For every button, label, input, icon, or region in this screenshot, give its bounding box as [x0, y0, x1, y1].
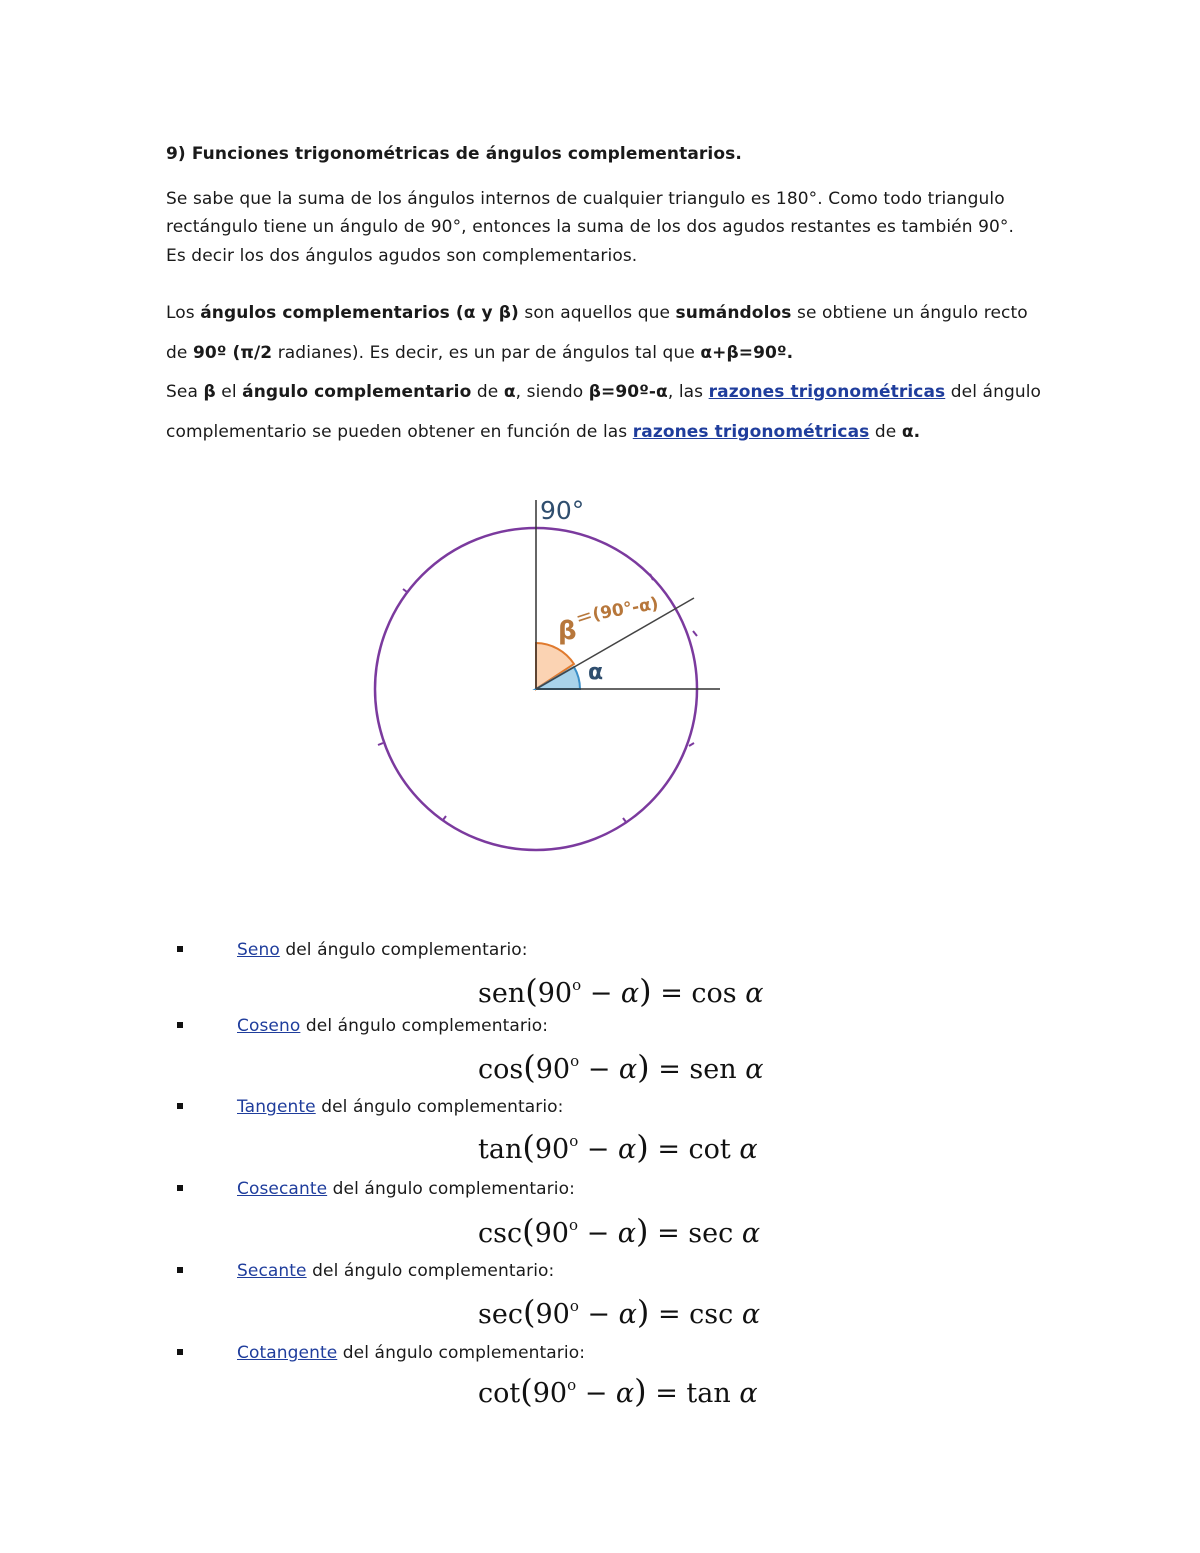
formula-alpha: α	[618, 1054, 638, 1085]
formula-minus: −	[577, 1218, 618, 1249]
list-item-label	[237, 1342, 585, 1364]
label-90-degrees: 90°	[540, 496, 585, 525]
text-span: del ángulo complementario:	[300, 1016, 549, 1036]
formula-fn: sen	[478, 978, 526, 1009]
text-span: , siendo	[515, 382, 589, 402]
formula-result-fn: cot	[688, 1134, 731, 1165]
paragraph-2-line-1	[166, 302, 1028, 324]
formula-fn: csc	[478, 1218, 523, 1249]
formula-ninety: 90	[535, 1054, 571, 1085]
formula-close: )	[637, 1048, 650, 1086]
formula-open: (	[522, 1212, 535, 1250]
tick-mark	[378, 743, 383, 745]
formula-cosecante	[478, 1208, 760, 1251]
formula-minus: −	[578, 1134, 619, 1165]
text-span: del ángulo complementario:	[327, 1179, 575, 1199]
list-bullet	[177, 1349, 183, 1355]
formula-coseno	[478, 1044, 763, 1087]
formula-fn: cos	[478, 1054, 524, 1085]
link-seno[interactable]: Seno	[237, 940, 280, 960]
list-bullet	[177, 1022, 183, 1028]
formula-open: (	[522, 1128, 535, 1166]
paragraph-2-line-2	[166, 342, 793, 364]
text-span: de	[166, 343, 193, 363]
formula-open: (	[523, 1048, 536, 1086]
formula-ninety: 90	[535, 1299, 570, 1330]
formula-fn: cot	[478, 1378, 521, 1409]
formula-alpha: α	[745, 978, 764, 1009]
text-span: del ángulo complementario:	[306, 1261, 555, 1281]
link-cosecante[interactable]: Cosecante	[237, 1179, 328, 1199]
text-span: complementario se pueden obtener en función de las	[166, 422, 633, 442]
formula-equals: =	[651, 978, 692, 1009]
formula-deg: o	[567, 1376, 577, 1394]
formula-fn: tan	[478, 1134, 523, 1165]
formula-alpha: α	[618, 1134, 637, 1165]
formula-result-fn: csc	[689, 1299, 734, 1330]
formula-result-fn: sen	[689, 1054, 737, 1085]
text-span: del ángulo complementario:	[315, 1097, 564, 1117]
link-razones-trigonometricas[interactable]: razones trigonométricas	[632, 422, 870, 442]
bold-span: β=90º-α	[588, 382, 668, 402]
bold-span: α+β=90º.	[700, 343, 794, 363]
paragraph-1-line-3: Es decir los dos ángulos agudos son complementarios.	[166, 246, 638, 266]
formula-alpha: α	[741, 1218, 761, 1249]
formula-alpha: α	[741, 1299, 761, 1330]
formula-deg: o	[568, 1216, 578, 1234]
bold-span: 90º (π/2	[192, 343, 273, 363]
text-span: del ángulo complementario:	[279, 940, 528, 960]
formula-close: )	[636, 1293, 650, 1331]
formula-ninety: 90	[537, 978, 573, 1009]
tick-mark	[443, 816, 446, 820]
paragraph-1-line-1: Se sabe que la suma de los ángulos internos de cualquier triangulo es 180°. Como todo triangulo	[166, 189, 1005, 209]
formula-tangente	[478, 1124, 758, 1167]
text-span: del ángulo	[945, 382, 1042, 402]
formula-close: )	[636, 1212, 649, 1250]
text-span: de	[471, 382, 504, 402]
paragraph-2-line-4	[166, 421, 920, 443]
formula-equals: =	[646, 1378, 687, 1409]
paragraph-1-line-2: rectángulo tiene un ángulo de 90°, entonces la suma de los dos agudos restantes es también 90°.	[166, 217, 1015, 237]
formula-alpha: α	[745, 1054, 764, 1085]
paragraph-2-line-3	[166, 381, 1041, 403]
text-span: son aquellos que	[518, 303, 676, 323]
text-span: se obtiene un ángulo recto	[791, 303, 1028, 323]
formula-minus: −	[576, 1378, 616, 1409]
formula-alpha: α	[739, 1134, 758, 1165]
bold-span: ángulo complementario	[242, 382, 472, 402]
link-tangente[interactable]: Tangente	[237, 1097, 316, 1117]
link-cotangente[interactable]: Cotangente	[237, 1343, 338, 1363]
list-item-label	[237, 939, 528, 961]
list-item-label	[237, 1178, 575, 1200]
formula-ninety: 90	[534, 1218, 569, 1249]
formula-equals: =	[648, 1134, 689, 1165]
list-item-label	[237, 1015, 548, 1037]
text-span: Los	[166, 303, 201, 323]
list-bullet	[177, 946, 183, 952]
bold-span: β	[203, 382, 216, 402]
complementary-angle-diagram	[360, 490, 740, 860]
formula-alpha: α	[739, 1378, 758, 1409]
list-bullet	[177, 1185, 183, 1191]
formula-deg: o	[569, 1297, 579, 1315]
list-item-label	[237, 1096, 563, 1118]
formula-open: (	[520, 1372, 533, 1410]
formula-minus: −	[578, 1299, 619, 1330]
formula-ninety: 90	[534, 1134, 570, 1165]
formula-minus: −	[581, 978, 621, 1009]
list-bullet	[177, 1103, 183, 1109]
formula-alpha: α	[620, 978, 640, 1009]
link-coseno[interactable]: Coseno	[237, 1016, 301, 1036]
bold-span: sumándolos	[675, 303, 792, 323]
formula-deg: o	[570, 1052, 580, 1070]
label-alpha: α	[588, 660, 604, 685]
tick-mark	[693, 631, 697, 636]
list-item-label	[237, 1260, 554, 1282]
formula-open: (	[522, 1293, 536, 1331]
text-span: radianes). Es decir, es un par de ángulos tal que	[272, 343, 701, 363]
formula-open: (	[525, 972, 538, 1010]
formula-alpha: α	[618, 1299, 637, 1330]
formula-close: )	[639, 972, 652, 1010]
formula-alpha: α	[617, 1218, 637, 1249]
text-span: de	[869, 422, 902, 442]
formula-equals: =	[649, 1054, 690, 1085]
section-heading: 9) Funciones trigonométricas de ángulos complementarios.	[166, 144, 742, 164]
text-span: del ángulo complementario:	[337, 1343, 586, 1363]
label-equals: =	[572, 602, 596, 631]
bold-span: ángulos complementarios (α y β)	[200, 303, 519, 323]
formula-result-fn: tan	[686, 1378, 731, 1409]
link-secante[interactable]: Secante	[237, 1261, 307, 1281]
tick-mark	[403, 589, 407, 592]
formula-seno	[478, 968, 763, 1011]
link-razones-trigonometricas[interactable]: razones trigonométricas	[708, 382, 946, 402]
formula-result-fn: sec	[688, 1218, 734, 1249]
bold-span: α.	[901, 422, 921, 442]
label-beta: β	[558, 616, 577, 646]
formula-equals: =	[648, 1218, 689, 1249]
tick-mark	[650, 574, 653, 580]
tick-mark	[623, 818, 626, 822]
formula-alpha: α	[615, 1378, 635, 1409]
formula-cotangente	[478, 1368, 758, 1411]
formula-close: )	[636, 1128, 649, 1166]
text-span: , las	[667, 382, 709, 402]
formula-ninety: 90	[532, 1378, 568, 1409]
label-beta-value: (90°-α)	[591, 593, 660, 626]
formula-close: )	[634, 1372, 647, 1410]
list-bullet	[177, 1267, 183, 1273]
text-span: Sea	[166, 382, 204, 402]
bold-span: α	[503, 382, 516, 402]
formula-deg: o	[572, 976, 582, 994]
formula-minus: −	[579, 1054, 619, 1085]
formula-equals: =	[649, 1299, 690, 1330]
formula-fn: sec	[478, 1299, 523, 1330]
formula-secante	[478, 1289, 760, 1332]
formula-result-fn: cos	[691, 978, 737, 1009]
formula-deg: o	[569, 1132, 579, 1150]
text-span: el	[215, 382, 243, 402]
tick-mark	[689, 743, 694, 746]
